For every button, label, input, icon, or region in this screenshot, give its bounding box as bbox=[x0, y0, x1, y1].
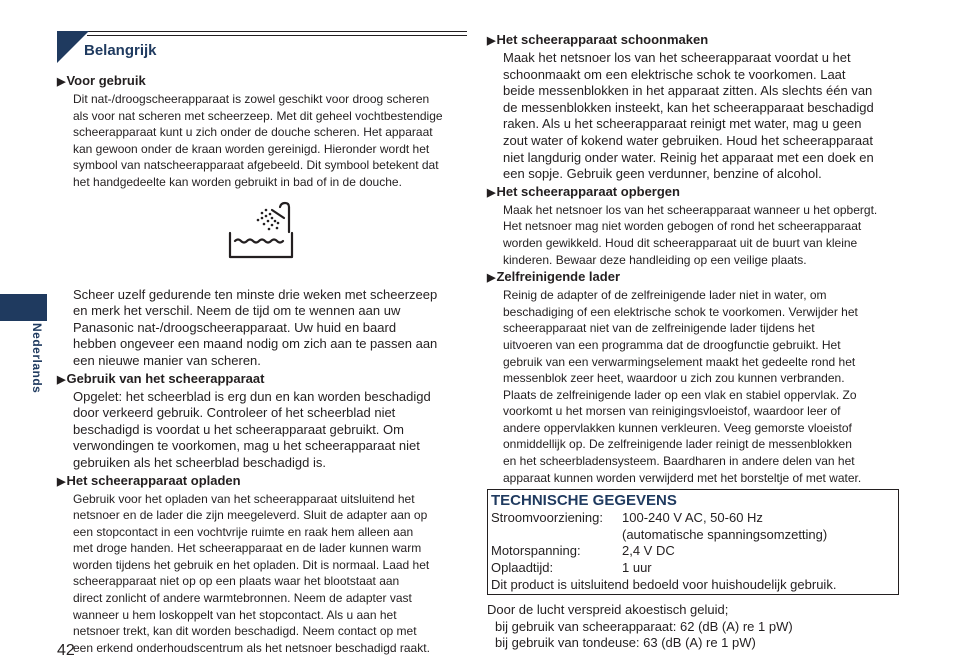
paragraph-scheerzeep: Scheer uzelf gedurende ten minste drie weken met scheerzeep en merk het verschil. Neem de tijd om te wennen aan uw Panasonic nat-/droogscheerapparaat. Uw huid en baard hebben ongeveer een maand nodig om zich aan te passen aan een nieuwe manier van scheren. bbox=[73, 286, 438, 368]
side-language-label: Nederlands bbox=[30, 323, 44, 394]
side-tab-marker bbox=[0, 294, 47, 321]
subheading-opladen: ▶Het scheerapparaat opladen bbox=[57, 472, 241, 488]
paragraph-gebruik: Opgelet: het scheerblad is erg dun en kan worden beschadigd door verkeerd gebruik. Controleer of het scheerblad niet beschadigd is voordat u het scheerapparaat gebruikt. Om verwondingen te voorkomen, mag u het scheerapparaat niet gebruiken als het scheerblad beschadigd is. bbox=[73, 388, 431, 470]
specs-title: TECHNISCHE GEGEVENS bbox=[491, 492, 677, 510]
section-heading: Belangrijk bbox=[84, 42, 157, 59]
noise-line: bij gebruik van scheerapparaat: 62 (dB (A) re 1 pW) bbox=[495, 618, 793, 634]
left-column bbox=[57, 31, 467, 656]
triangle-bullet-icon: ▶ bbox=[487, 186, 496, 199]
spec-row bbox=[491, 510, 895, 527]
noise-line: bij gebruik van tondeuse: 63 (dB (A) re 1 pW) bbox=[495, 635, 756, 651]
subheading-zelfreinigende-lader: ▶Zelfreinigende lader bbox=[487, 269, 621, 285]
triangle-bullet-icon: ▶ bbox=[487, 272, 496, 285]
section-heading-bar bbox=[57, 31, 467, 63]
icon-area bbox=[57, 191, 467, 291]
paragraph-opbergen: Maak het netsnoer los van het scheerapparaat wanneer u het opbergt. Het netsnoer mag niet worden gebogen of rond het scheerapparaat worden gewikkeld. Houd dit scheerapparaat uit de buurt van kleine kinderen. Bewaar deze handleiding op een veilige plaats. bbox=[503, 202, 878, 267]
paragraph-voor-gebruik: Dit nat-/droogscheerapparaat is zowel geschikt voor droog scheren als voor nat scheren met scheerzeep. Met dit geheel vochtbestendige scheerapparaat kunt u zich onder de douche scheren. Het apparaat kan gewoon onder de kraan worden gereinigd. Hieronder wordt het symbool van natscheerapparaat afgebeeld. Dit symbool betekent dat het handgedeelte kan worden gebruikt in bad of in de douche. bbox=[73, 92, 443, 189]
spec-label: Oplaadtijd: bbox=[491, 560, 554, 576]
right-column bbox=[487, 31, 899, 652]
subheading-gebruik: ▶Gebruik van het scheerapparaat bbox=[57, 370, 265, 386]
spec-value: 100-240 V AC, 50-60 Hz bbox=[622, 510, 763, 526]
page-number: 42 bbox=[57, 642, 75, 659]
spec-row bbox=[491, 543, 895, 560]
noise-note bbox=[487, 602, 899, 652]
technical-specs-box bbox=[487, 489, 899, 595]
shower-bath-icon bbox=[228, 201, 298, 263]
subheading-voor-gebruik: ▶Voor gebruik bbox=[57, 73, 146, 88]
paragraph-schoonmaken: Maak het netsnoer los van het scheerapparaat voordat u het schoonmaakt om een elektrische schok te voorkomen. Laat beide messenblokken in het apparaat zitten. Als slechts één van de messenblokken insteekt, kan het scheerapparaat beschadigd raken. Als u het scheerapparaat reinigt met water, mag u geen zout water of kokend water gebruiken. Houd het scheerapparaat niet langdurig onder water. Reinig het apparaat met een doek en een sopje. Gebruik geen verdunner, benzine of alcohol. bbox=[503, 50, 874, 182]
paragraph-zelfreinigende-lader: Reinig de adapter of de zelfreinigende lader niet in water, om beschadiging of een elektrische schok te voorkomen. Verwijder het scheerapparaat niet van de zelfreinigende lader tijdens het uitvoeren van een programma dat de droogfunctie gebruikt. Het gebruik van een verwarmingselement maakt het gedeelte rond het messenblok zeer heet, waardoor u zich zou kunnen verbranden. Plaats de zelfreinigende lader op een vlak en stabiel oppervlak. Zo voorkomt u het morsen van reinigingsvloeistof, waardoor leer of andere oppervlakken kunnen verkleuren. Veeg gemorste vloeistof onmiddellijk op. De zelfreinigende lader reinigt de messenblokken en het scheerbladensysteem. Baardharen in andere delen van het apparaat kunnen worden verwijderd met het borsteltje of met water. bbox=[503, 288, 862, 485]
spec-value: (automatische spanningsomzetting) bbox=[622, 526, 828, 542]
spec-label: Stroomvoorziening: bbox=[491, 510, 603, 526]
spec-value: 1 uur bbox=[622, 560, 652, 576]
spec-row bbox=[491, 527, 895, 544]
triangle-bullet-icon: ▶ bbox=[57, 475, 66, 488]
noise-intro: Door de lucht verspreid akoestisch geluid; bbox=[487, 602, 729, 618]
spec-label bbox=[491, 527, 622, 544]
spec-footer: Dit product is uitsluitend bedoeld voor huishoudelijk gebruik. bbox=[491, 576, 837, 592]
subheading-opbergen: ▶Het scheerapparaat opbergen bbox=[487, 183, 680, 199]
triangle-bullet-icon: ▶ bbox=[487, 35, 496, 47]
triangle-bullet-icon: ▶ bbox=[57, 373, 66, 386]
spec-label: Motorspanning: bbox=[491, 543, 581, 559]
spec-row bbox=[491, 560, 895, 577]
subheading-schoonmaken: ▶Het scheerapparaat schoonmaken bbox=[487, 32, 709, 47]
spec-value: 2,4 V DC bbox=[622, 543, 675, 559]
paragraph-opladen: Gebruik voor het opladen van het scheerapparaat uitsluitend het netsnoer en de lader die zijn meegeleverd. Sluit de adapter aan op een stopcontact in een vochtvrije ruimte en raak hem alleen aan met droge handen. Het scheerapparaat en de lader kunnen warm worden tijdens het gebruik en het opladen. Dit is normaal. Laad het scheerapparaat niet op op een plaats waar het blootstaat aan direct zonlicht of andere warmtebronnen. Neem de adapter vast wanneer u hem loskoppelt van het stopcontact. Als u aan het netsnoer trekt, kan dit worden beschadigd. Neem contact op met een erkend onderhoudscentrum als het netsnoer beschadigd raakt. bbox=[73, 491, 430, 655]
triangle-bullet-icon: ▶ bbox=[57, 76, 66, 88]
